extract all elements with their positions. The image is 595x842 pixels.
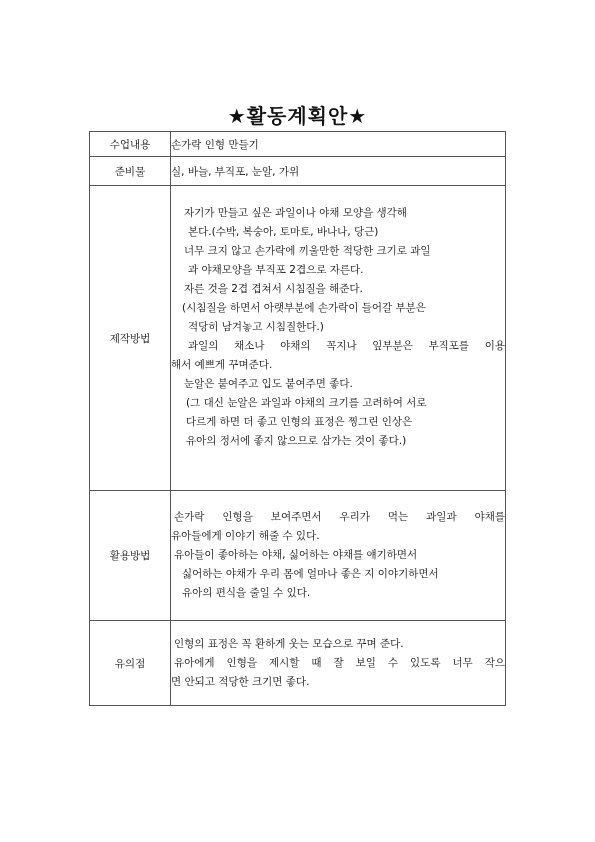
method-line: 해서 예쁘게 꾸며준다. [171, 358, 273, 371]
activity-plan-table [89, 131, 506, 706]
caution-line: 유아에게 인형을 제시할 때 잘 보일 수 있도록 너무 작으 [174, 656, 505, 669]
label-lesson-content: 수업내용 [90, 132, 171, 157]
method-line: 너무 크지 않고 손가락에 끼울만한 적당한 크기로 과일 [184, 244, 431, 257]
usage-line: 유아의 편식을 줄일 수 있다. [182, 587, 311, 599]
label-caution: 유의점 [90, 621, 171, 706]
caution-line: 인형의 표정은 꼭 환하게 웃는 모습으로 꾸며 준다. [174, 637, 404, 650]
row-usage [90, 491, 506, 621]
usage-line: 손가락 인형을 보여주면서 우리가 먹는 과일과 야채를 [174, 511, 505, 523]
usage-line: 싫어하는 야채가 우리 몸에 얼마나 좋은 지 이야기하면서 [182, 568, 439, 580]
method-line: 자른 것을 2겹 겹쳐서 시침질을 해준다. [184, 282, 363, 295]
label-usage: 활용방법 [90, 491, 171, 621]
method-line: 본다.(수박, 복숭아, 토마토, 바나나, 당근) [188, 225, 379, 238]
label-method: 제작방법 [90, 186, 171, 491]
usage-line: 유아들이 좋아하는 야채, 싫어하는 야채를 얘기하면서 [174, 549, 418, 561]
method-line: 적당히 남겨놓고 시침질한다.) [188, 320, 324, 333]
method-content [171, 186, 506, 491]
caution-content [171, 621, 506, 706]
usage-content [171, 491, 506, 621]
value-materials: 실, 바늘, 부직포, 눈알, 가위 [171, 157, 506, 186]
row-materials [90, 157, 506, 186]
method-line: 유아의 정서에 좋지 않으므로 삼가는 것이 좋다.) [186, 434, 407, 447]
method-line: 다르게 하면 더 좋고 인형의 표정은 찡그린 인상은 [186, 415, 413, 428]
caution-line: 면 안되고 적당한 크기면 좋다. [171, 675, 310, 688]
method-line: 눈알은 붙여주고 입도 붙여주면 좋다. [184, 377, 353, 390]
method-line: 과 야채모양을 부직포 2겹으로 자른다. [188, 263, 364, 276]
method-line: 과일의 채소나 야채의 꼭지나 잎부분은 부직포를 이용 [188, 339, 505, 352]
method-line: (시침질을 하면서 아랫부분에 손가락이 들어갈 부분은 [182, 301, 426, 314]
row-lesson-content [90, 132, 506, 157]
method-line: 자기가 만들고 싶은 과일이나 야채 모양을 생각해 [184, 206, 407, 219]
row-method [90, 186, 506, 491]
document-title: ★활동계획안★ [227, 104, 368, 128]
label-materials: 준비물 [90, 157, 171, 186]
method-line: (그 대신 눈알은 과일과 야채의 크기를 고려하여 서로 [186, 396, 427, 409]
usage-line: 유아들에게 이야기 해줄 수 있다. [171, 530, 320, 542]
value-lesson-content: 손가락 인형 만들기 [171, 132, 506, 157]
row-caution [90, 621, 506, 706]
